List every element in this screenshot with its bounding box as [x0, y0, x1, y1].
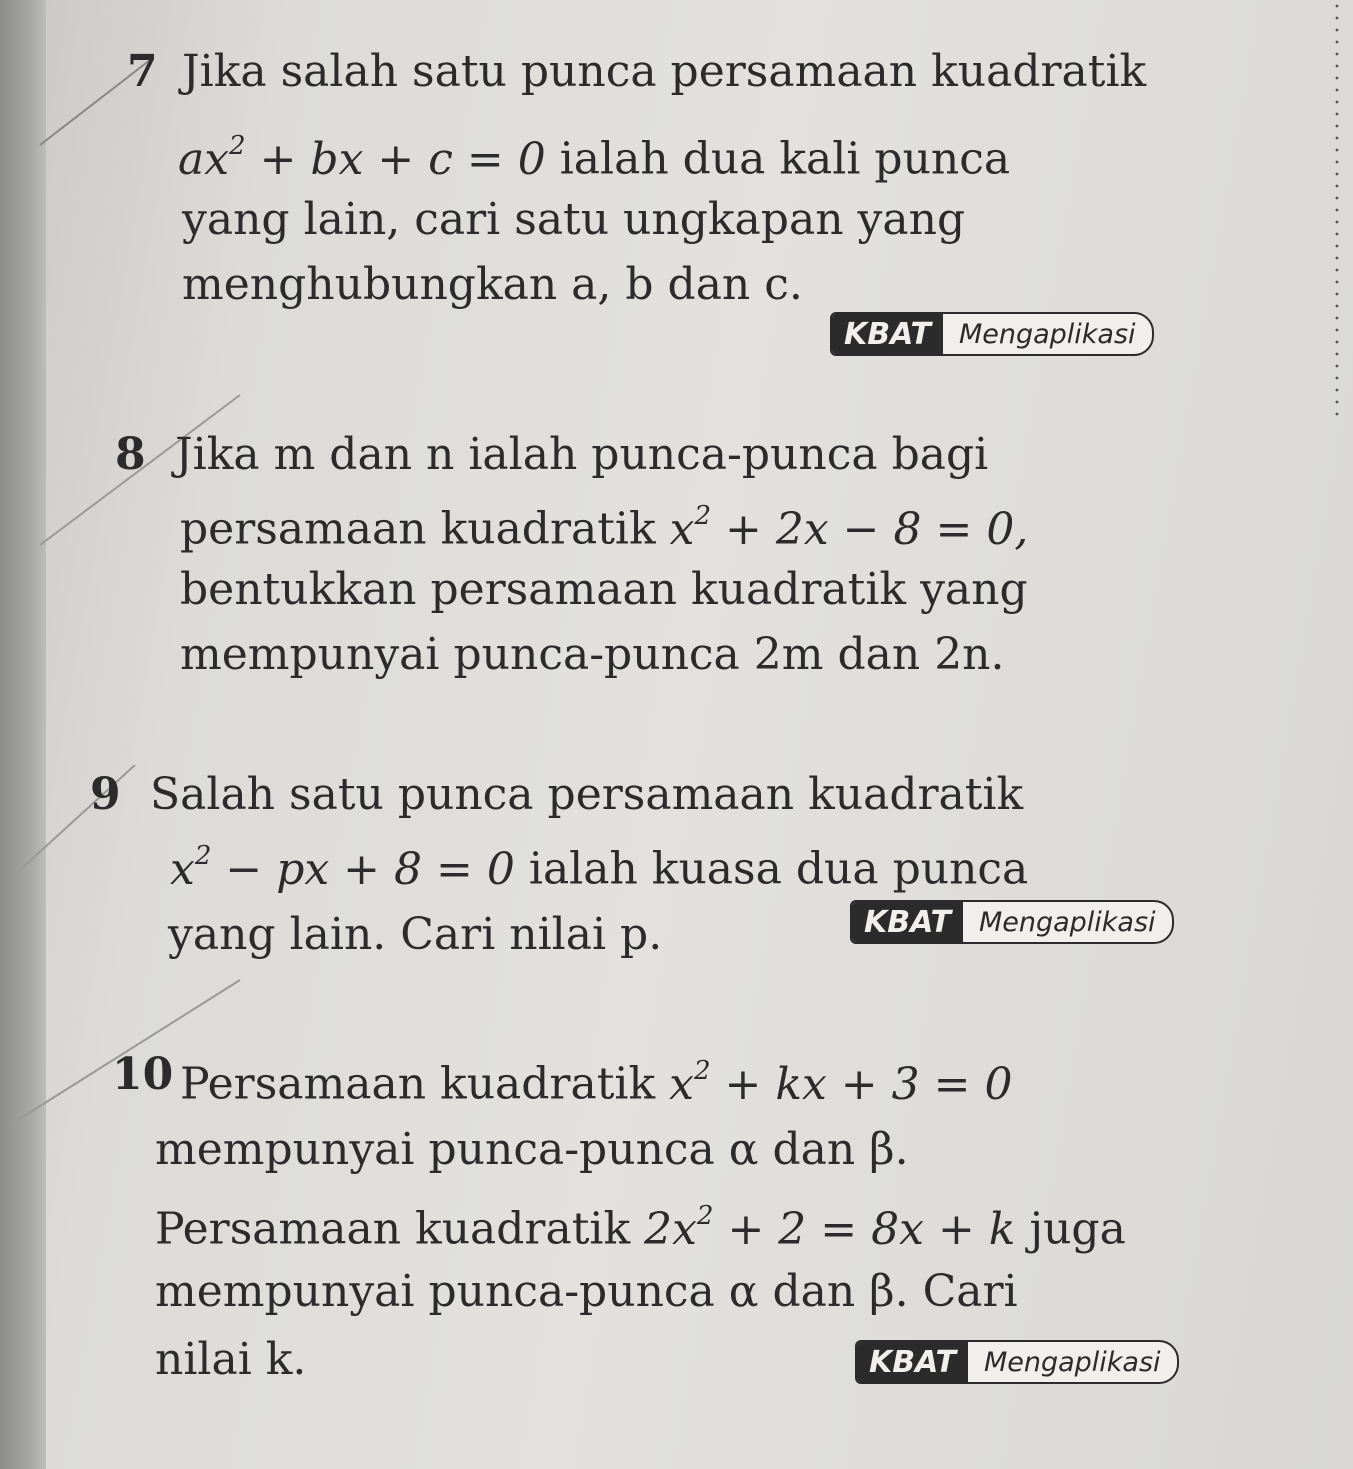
question-8-line-3: bentukkan persamaan kuadratik yang — [180, 564, 1028, 615]
question-10-line-3: Persamaan kuadratik $2x^2 + 2 = 8x + k$ juga — [155, 1201, 1126, 1255]
kbat-label: Mengaplikasi — [958, 318, 1136, 350]
question-8-number: 8 — [115, 429, 146, 480]
question-7-line-4: menghubungkan a, b dan c. — [182, 259, 803, 310]
question-8-equation: $x^2 + 2x - 8 = 0$, — [669, 501, 1029, 555]
question-10-line-4: mempunyai punca-punca α dan β. Cari — [155, 1266, 1018, 1317]
kbat-tag: KBAT — [852, 902, 963, 942]
question-9-line-3: yang lain. Cari nilai p. — [168, 909, 663, 960]
kbat-label: Mengaplikasi — [983, 1346, 1161, 1378]
kbat-badge-q9 — [850, 900, 1174, 944]
question-7-line-2: $ax^2$ + bx + c = 0 ialah dua kali punca — [178, 131, 1011, 185]
question-9-line-2: $x^2$ − px + 8 = 0 ialah kuasa dua punca — [170, 841, 1029, 895]
question-9-number: 9 — [90, 769, 121, 820]
question-7-line-3: yang lain, cari satu ungkapan yang — [182, 194, 966, 245]
kbat-label: Mengaplikasi — [978, 906, 1156, 938]
question-10-line-1: Persamaan kuadratik $x^2$ + kx + 3 = 0 — [180, 1056, 1013, 1110]
question-10-equation-1: $x^2$ + kx + 3 = 0 — [669, 1056, 1013, 1110]
kbat-badge-q10 — [855, 1340, 1179, 1384]
kbat-badge-q7 — [830, 312, 1154, 356]
question-7-number: 7 — [127, 46, 158, 97]
question-9-line-1: Salah satu punca persamaan kuadratik — [150, 769, 1024, 820]
question-9-equation: $x^2$ − px + 8 = 0 — [170, 841, 515, 895]
question-10-equation-2: $2x^2 + 2 = 8x + k$ — [644, 1201, 1016, 1255]
question-8-line-1: Jika m dan n ialah punca-punca bagi — [175, 429, 989, 480]
question-8-line-4: mempunyai punca-punca 2m dan 2n. — [180, 629, 1005, 680]
question-8-line-2: persamaan kuadratik $x^2 + 2x - 8 = 0$, — [180, 501, 1029, 555]
question-10-number: 10 — [112, 1049, 174, 1100]
kbat-tag: KBAT — [857, 1342, 968, 1382]
question-7-line-1: Jika salah satu punca persamaan kuadratik — [182, 46, 1147, 97]
question-7-equation: $ax^2$ + bx + c = 0 — [178, 131, 546, 185]
kbat-tag: KBAT — [832, 314, 943, 354]
question-10-line-2: mempunyai punca-punca α dan β. — [155, 1124, 909, 1175]
question-10-line-5: nilai k. — [155, 1334, 307, 1385]
